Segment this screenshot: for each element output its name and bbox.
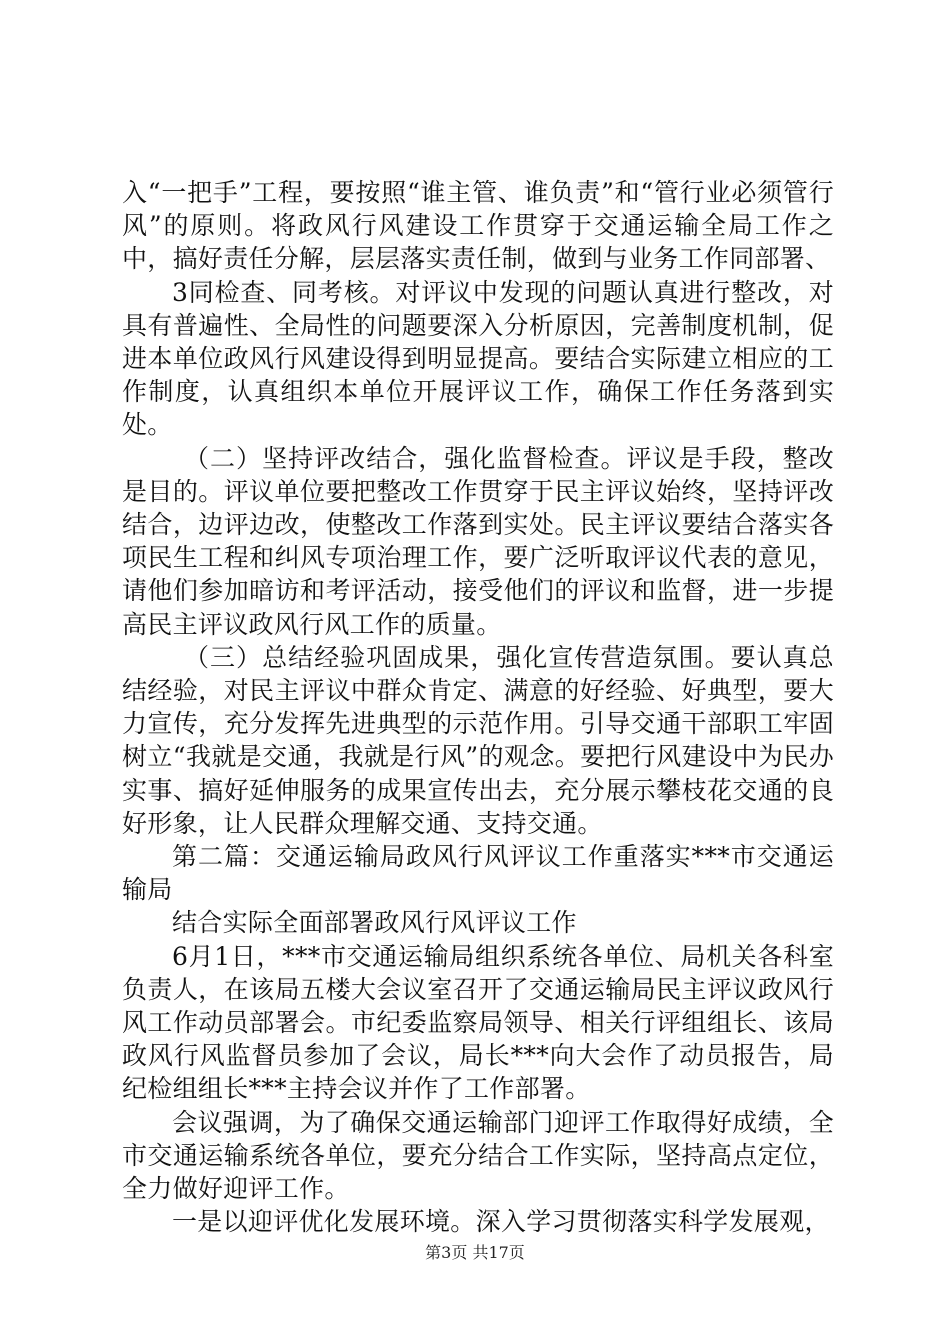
paragraph-3: （二）坚持评改结合，强化监督检查。评议是手段，整改是目的。评议单位要把整改工作贯穿于民主评议始终，坚持评改结合，边评边改，使整改工作落到实处。民主评议要结合落实各项民生工程和纠风专项治理工作，要广泛听取评议代表的意见，请他们参加暗访和考评活动，接受他们的评议和监督，进一步提高民主评议政风行风工作的质量。 — [122, 443, 834, 639]
section-subtitle: 结合实际全面部署政风行风评议工作 — [172, 908, 577, 938]
document-body — [122, 176, 834, 1239]
paragraph-6: 会议强调，为了确保交通运输部门迎评工作取得好成绩，全市交通运输系统各单位，要充分结合工作实际，坚持高点定位，全力做好迎评工作。 — [122, 1107, 834, 1204]
paragraph-4: （三）总结经验巩固成果，强化宣传营造氛围。要认真总结经验，对民主评议中群众肯定、满意的好经验、好典型，要大力宣传，充分发挥先进典型的示范作用。引导交通干部职工牢固树立“我就是交通，我就是行风”的观念。要把行风建设中为民办实事、搞好延伸服务的成果宣传出去，充分展示攀枝花交通的良好形象，让人民群众理解交通、支持交通。 — [122, 642, 834, 838]
section-heading: 第二篇：交通运输局政风行风评议工作重落实***市交通运输局 — [122, 842, 834, 905]
paragraph-7: 一是以迎评优化发展环境。深入学习贯彻落实科学发展观， — [172, 1207, 830, 1237]
page-number-footer: 第3页 共17页 — [425, 1243, 525, 1262]
paragraph-1: 入“一把手”工程，要按照“谁主管、谁负责”和“管行业必须管行风”的原则。将政风行风建设工作贯穿于交通运输全局工作之中，搞好责任分解，层层落实责任制，做到与业务工作同部署、 — [122, 178, 834, 274]
paragraph-5: 6月1日，***市交通运输局组织系统各单位、局机关各科室负责人，在该局五楼大会议室召开了交通运输局民主评议政风行风工作动员部署会。市纪委监察局领导、相关行评组组长、该局政风行风监督员参加了会议，局长***向大会作了动员报告，局纪检组组长***主持会议并作了工作部署。 — [122, 941, 834, 1104]
paragraph-2: 3同检查、同考核。对评议中发现的问题认真进行整改，对具有普遍性、全局性的问题要深入分析原因，完善制度机制，促进本单位政风行风建设得到明显提高。要结合实际建立相应的工作制度，认真组织本单位开展评议工作，确保工作任务落到实处。 — [122, 277, 834, 440]
